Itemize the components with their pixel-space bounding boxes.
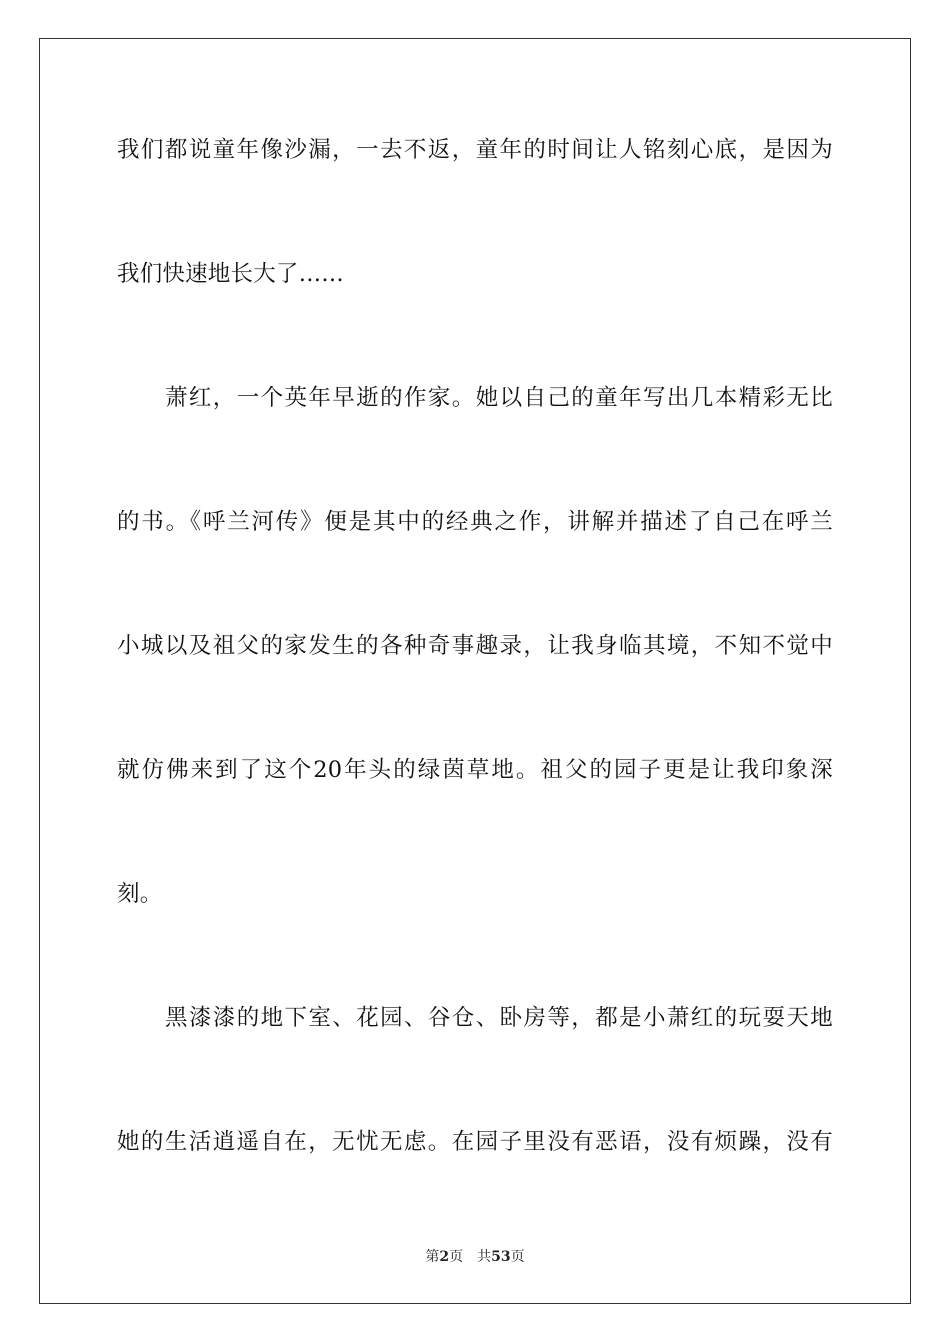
footer-page-suffix: 页 [449, 1249, 464, 1265]
text-line-8: 黑漆漆的地下室、花园、谷仓、卧房等，都是小萧红的玩耍天地 [165, 1005, 833, 1031]
page-footer [0, 1248, 950, 1266]
footer-page-number: 2 [439, 1249, 450, 1265]
text-line-3: 萧红，一个英年早逝的作家。她以自己的童年写出几本精彩无比 [165, 385, 833, 411]
text-line-9: 她的生活逍遥自在，无忧无虑。在园子里没有恶语，没有烦躁，没有 [117, 1129, 833, 1155]
footer-total-suffix: 页 [510, 1249, 525, 1265]
footer-page-prefix: 第 [425, 1249, 440, 1265]
footer-total-prefix: 共 [477, 1249, 492, 1265]
footer-total-pages: 53 [491, 1249, 511, 1265]
text-line-4: 的书。《呼兰河传》便是其中的经典之作，讲解并描述了自己在呼兰 [117, 509, 833, 535]
text-line-7: 刻。 [117, 881, 163, 907]
page-frame [39, 38, 911, 1304]
text-line-6: 就仿佛来到了这个20年头的绿茵草地。祖父的园子更是让我印象深 [117, 757, 833, 783]
text-line-1: 我们都说童年像沙漏，一去不返，童年的时间让人铭刻心底，是因为 [117, 137, 833, 163]
text-line-5: 小城以及祖父的家发生的各种奇事趣录，让我身临其境，不知不觉中 [117, 633, 833, 659]
text-line-2: 我们快速地长大了…… [117, 261, 345, 287]
